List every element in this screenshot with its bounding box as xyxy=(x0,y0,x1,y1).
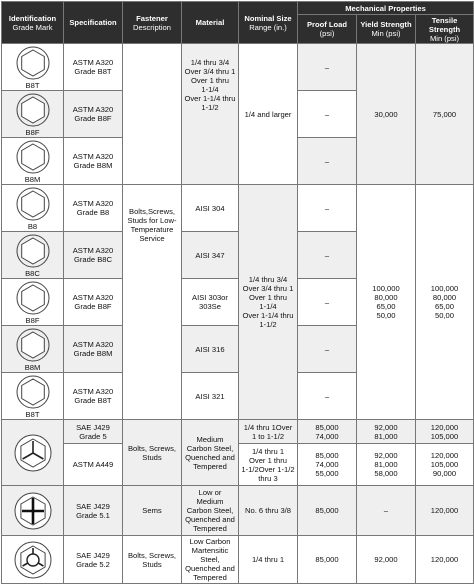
spec-cell: ASTM A320 Grade B8 xyxy=(64,185,123,232)
table-row xyxy=(2,486,474,536)
material-cell: AISI 316 xyxy=(182,326,239,373)
tensile-strength-cell: 120,000 xyxy=(416,536,474,584)
tensile-strength-cell: 120,000 105,000 xyxy=(416,420,474,444)
spec-cell: SAE J429 Grade 5 xyxy=(64,420,123,444)
fastener-cell-empty xyxy=(123,44,182,185)
header-tensile-line1: Tensile xyxy=(431,15,458,25)
table-row xyxy=(2,444,474,486)
header-mechanical-properties: Mechanical Properties xyxy=(298,2,474,15)
spec-cell: ASTM A320 Grade B8F xyxy=(64,91,123,138)
header-material: Material xyxy=(182,2,239,44)
grade-mark-cell xyxy=(2,420,64,486)
spec-cell: ASTM A320 Grade B8M xyxy=(64,326,123,373)
header-grade-mark xyxy=(2,2,64,44)
yield-strength-cell: 100,000 80,000 65,00 50,00 xyxy=(357,185,416,420)
yield-strength-cell: – xyxy=(357,486,416,536)
header-grade-mark-line2: Grade Mark xyxy=(12,22,53,32)
spec-cell: ASTM A320 Grade B8F xyxy=(64,279,123,326)
hexagon-plain-icon xyxy=(15,187,51,221)
header-proof-load-line2: (psi) xyxy=(319,29,335,38)
nominal-size-cell: 1/4 thru 1 Over 1 thru 1-1/2Over 1-1/2 thru 3 xyxy=(239,444,298,486)
fastener-cell: Bolts, Screws, Studs xyxy=(123,420,182,486)
proof-load-cell: 85,000 74,000 55,000 xyxy=(298,444,357,486)
proof-load-cell: – xyxy=(298,91,357,138)
header-grade-mark-line1: Identification xyxy=(8,13,57,23)
hexagon-plain-icon xyxy=(15,140,51,174)
yield-strength-cell: 92,000 81,000 xyxy=(357,420,416,444)
header-tensile-strength xyxy=(416,15,474,44)
hexagon-plain-icon xyxy=(15,281,51,315)
proof-load-cell: 85,000 74,000 xyxy=(298,420,357,444)
table-row xyxy=(2,185,474,232)
grade-mark-cell xyxy=(2,279,64,326)
nominal-size-cell: 1/4 thru 1Over 1 to 1-1/2 xyxy=(239,420,298,444)
header-fastener xyxy=(123,2,182,44)
grade-mark-cell xyxy=(2,138,64,185)
grade-mark-label: B8T xyxy=(25,81,40,90)
nominal-size-cell: 1/4 thru 1 xyxy=(239,536,298,584)
header-proof-load-line1: Proof Load xyxy=(306,20,348,29)
hexagon-plain-icon xyxy=(15,93,51,127)
yield-strength-cell: 92,000 81,000 58,000 xyxy=(357,444,416,486)
tensile-strength-cell: 120,000 xyxy=(416,486,474,536)
proof-load-cell: – xyxy=(298,44,357,91)
material-cell: 1/4 thru 3/4 Over 3/4 thru 1 Over 1 thru 1-1/4 Over 1-1/4 thru 1-1/2 xyxy=(182,44,239,185)
material-cell: Medium Carbon Steel, Quenched and Tempered xyxy=(182,420,239,486)
fastener-cell: Bolts, Screws, Studs xyxy=(123,536,182,584)
tensile-strength-cell: 100,000 80,000 65,00 50,00 xyxy=(416,185,474,420)
spec-cell: ASTM A320 Grade B8T xyxy=(64,373,123,420)
proof-load-cell: – xyxy=(298,232,357,279)
nominal-size-cell: 1/4 and larger xyxy=(239,44,298,185)
fastener-cell: Bolts,Screws, Studs for Low- Temperature Service xyxy=(123,185,182,420)
hexagon-bold-cross-icon xyxy=(13,491,53,531)
yield-strength-cell: 30,000 xyxy=(357,44,416,185)
proof-load-cell: – xyxy=(298,326,357,373)
header-nominal-size-line1: Nominal Size xyxy=(244,13,292,23)
nominal-size-cell: No. 6 thru 3/8 xyxy=(239,486,298,536)
grade-mark-cell xyxy=(2,91,64,138)
spec-cell: SAE J429 Grade 5.2 xyxy=(64,536,123,584)
header-proof-load xyxy=(298,15,357,44)
table-row xyxy=(2,536,474,584)
header-tensile-line2: Strength xyxy=(428,24,461,34)
hexagon-three-lines-circle-icon xyxy=(13,540,53,580)
spec-cell: ASTM A449 xyxy=(64,444,123,486)
header-yield-strength-line1: Yield Strength xyxy=(360,20,412,29)
nominal-size-cell: 1/4 thru 3/4 Over 3/4 thru 1 Over 1 thru 1-1/4 Over 1-1/4 thru 1-1/2 xyxy=(239,185,298,420)
spec-cell: SAE J429 Grade 5.1 xyxy=(64,486,123,536)
spec-cell: ASTM A320 Grade B8M xyxy=(64,138,123,185)
proof-load-cell: – xyxy=(298,138,357,185)
hexagon-plain-icon xyxy=(15,234,51,268)
material-cell: AISI 303or 303Se xyxy=(182,279,239,326)
table-row xyxy=(2,44,474,91)
proof-load-cell: 85,000 xyxy=(298,536,357,584)
grade-mark-cell xyxy=(2,536,64,584)
grade-mark-cell xyxy=(2,486,64,536)
grade-mark-label: B8C xyxy=(25,269,40,278)
material-cell: AISI 347 xyxy=(182,232,239,279)
header-fastener-line2: Description xyxy=(133,22,171,32)
hexagon-three-radial-lines-icon xyxy=(13,433,53,473)
proof-load-cell: – xyxy=(298,279,357,326)
material-cell: AISI 304 xyxy=(182,185,239,232)
hexagon-plain-icon xyxy=(15,375,51,409)
header-fastener-line1: Fastener xyxy=(136,13,168,23)
header-specification: Specification xyxy=(64,2,123,44)
header-nominal-size-line2: Range (in.) xyxy=(249,22,287,32)
grade-mark-cell xyxy=(2,44,64,91)
grade-mark-label: B8F xyxy=(25,316,40,325)
header-yield-strength-line2: Min (psi) xyxy=(371,29,401,38)
header-nominal-size xyxy=(239,2,298,44)
grade-mark-cell xyxy=(2,232,64,279)
proof-load-cell: – xyxy=(298,185,357,232)
grade-mark-label: B8F xyxy=(25,128,40,137)
bolt-grade-table-container xyxy=(1,1,473,582)
grade-mark-cell xyxy=(2,373,64,420)
grade-mark-label: B8 xyxy=(27,222,38,231)
proof-load-cell: – xyxy=(298,373,357,420)
table-row xyxy=(2,420,474,444)
bolt-grade-table xyxy=(1,1,474,584)
grade-mark-label: B8T xyxy=(25,410,40,419)
grade-mark-cell xyxy=(2,326,64,373)
spec-cell: ASTM A320 Grade B8T xyxy=(64,44,123,91)
material-cell: Low Carbon Martensitic Steel, Quenched and Tempered xyxy=(182,536,239,584)
spec-cell: ASTM A320 Grade B8C xyxy=(64,232,123,279)
grade-mark-label: B8M xyxy=(24,363,41,372)
header-yield-strength xyxy=(357,15,416,44)
hexagon-plain-icon xyxy=(15,328,51,362)
grade-mark-label: B8M xyxy=(24,175,41,184)
proof-load-cell: 85,000 xyxy=(298,486,357,536)
hexagon-plain-icon xyxy=(15,46,51,80)
material-cell: AISI 321 xyxy=(182,373,239,420)
tensile-strength-cell: 75,000 xyxy=(416,44,474,185)
fastener-cell: Sems xyxy=(123,486,182,536)
yield-strength-cell: 92,000 xyxy=(357,536,416,584)
header-tensile-line3: Min (psi) xyxy=(429,33,460,43)
tensile-strength-cell: 120,000 105,000 90,000 xyxy=(416,444,474,486)
material-cell: Low or Medium Carbon Steel, Quenched and Tempered xyxy=(182,486,239,536)
grade-mark-cell xyxy=(2,185,64,232)
